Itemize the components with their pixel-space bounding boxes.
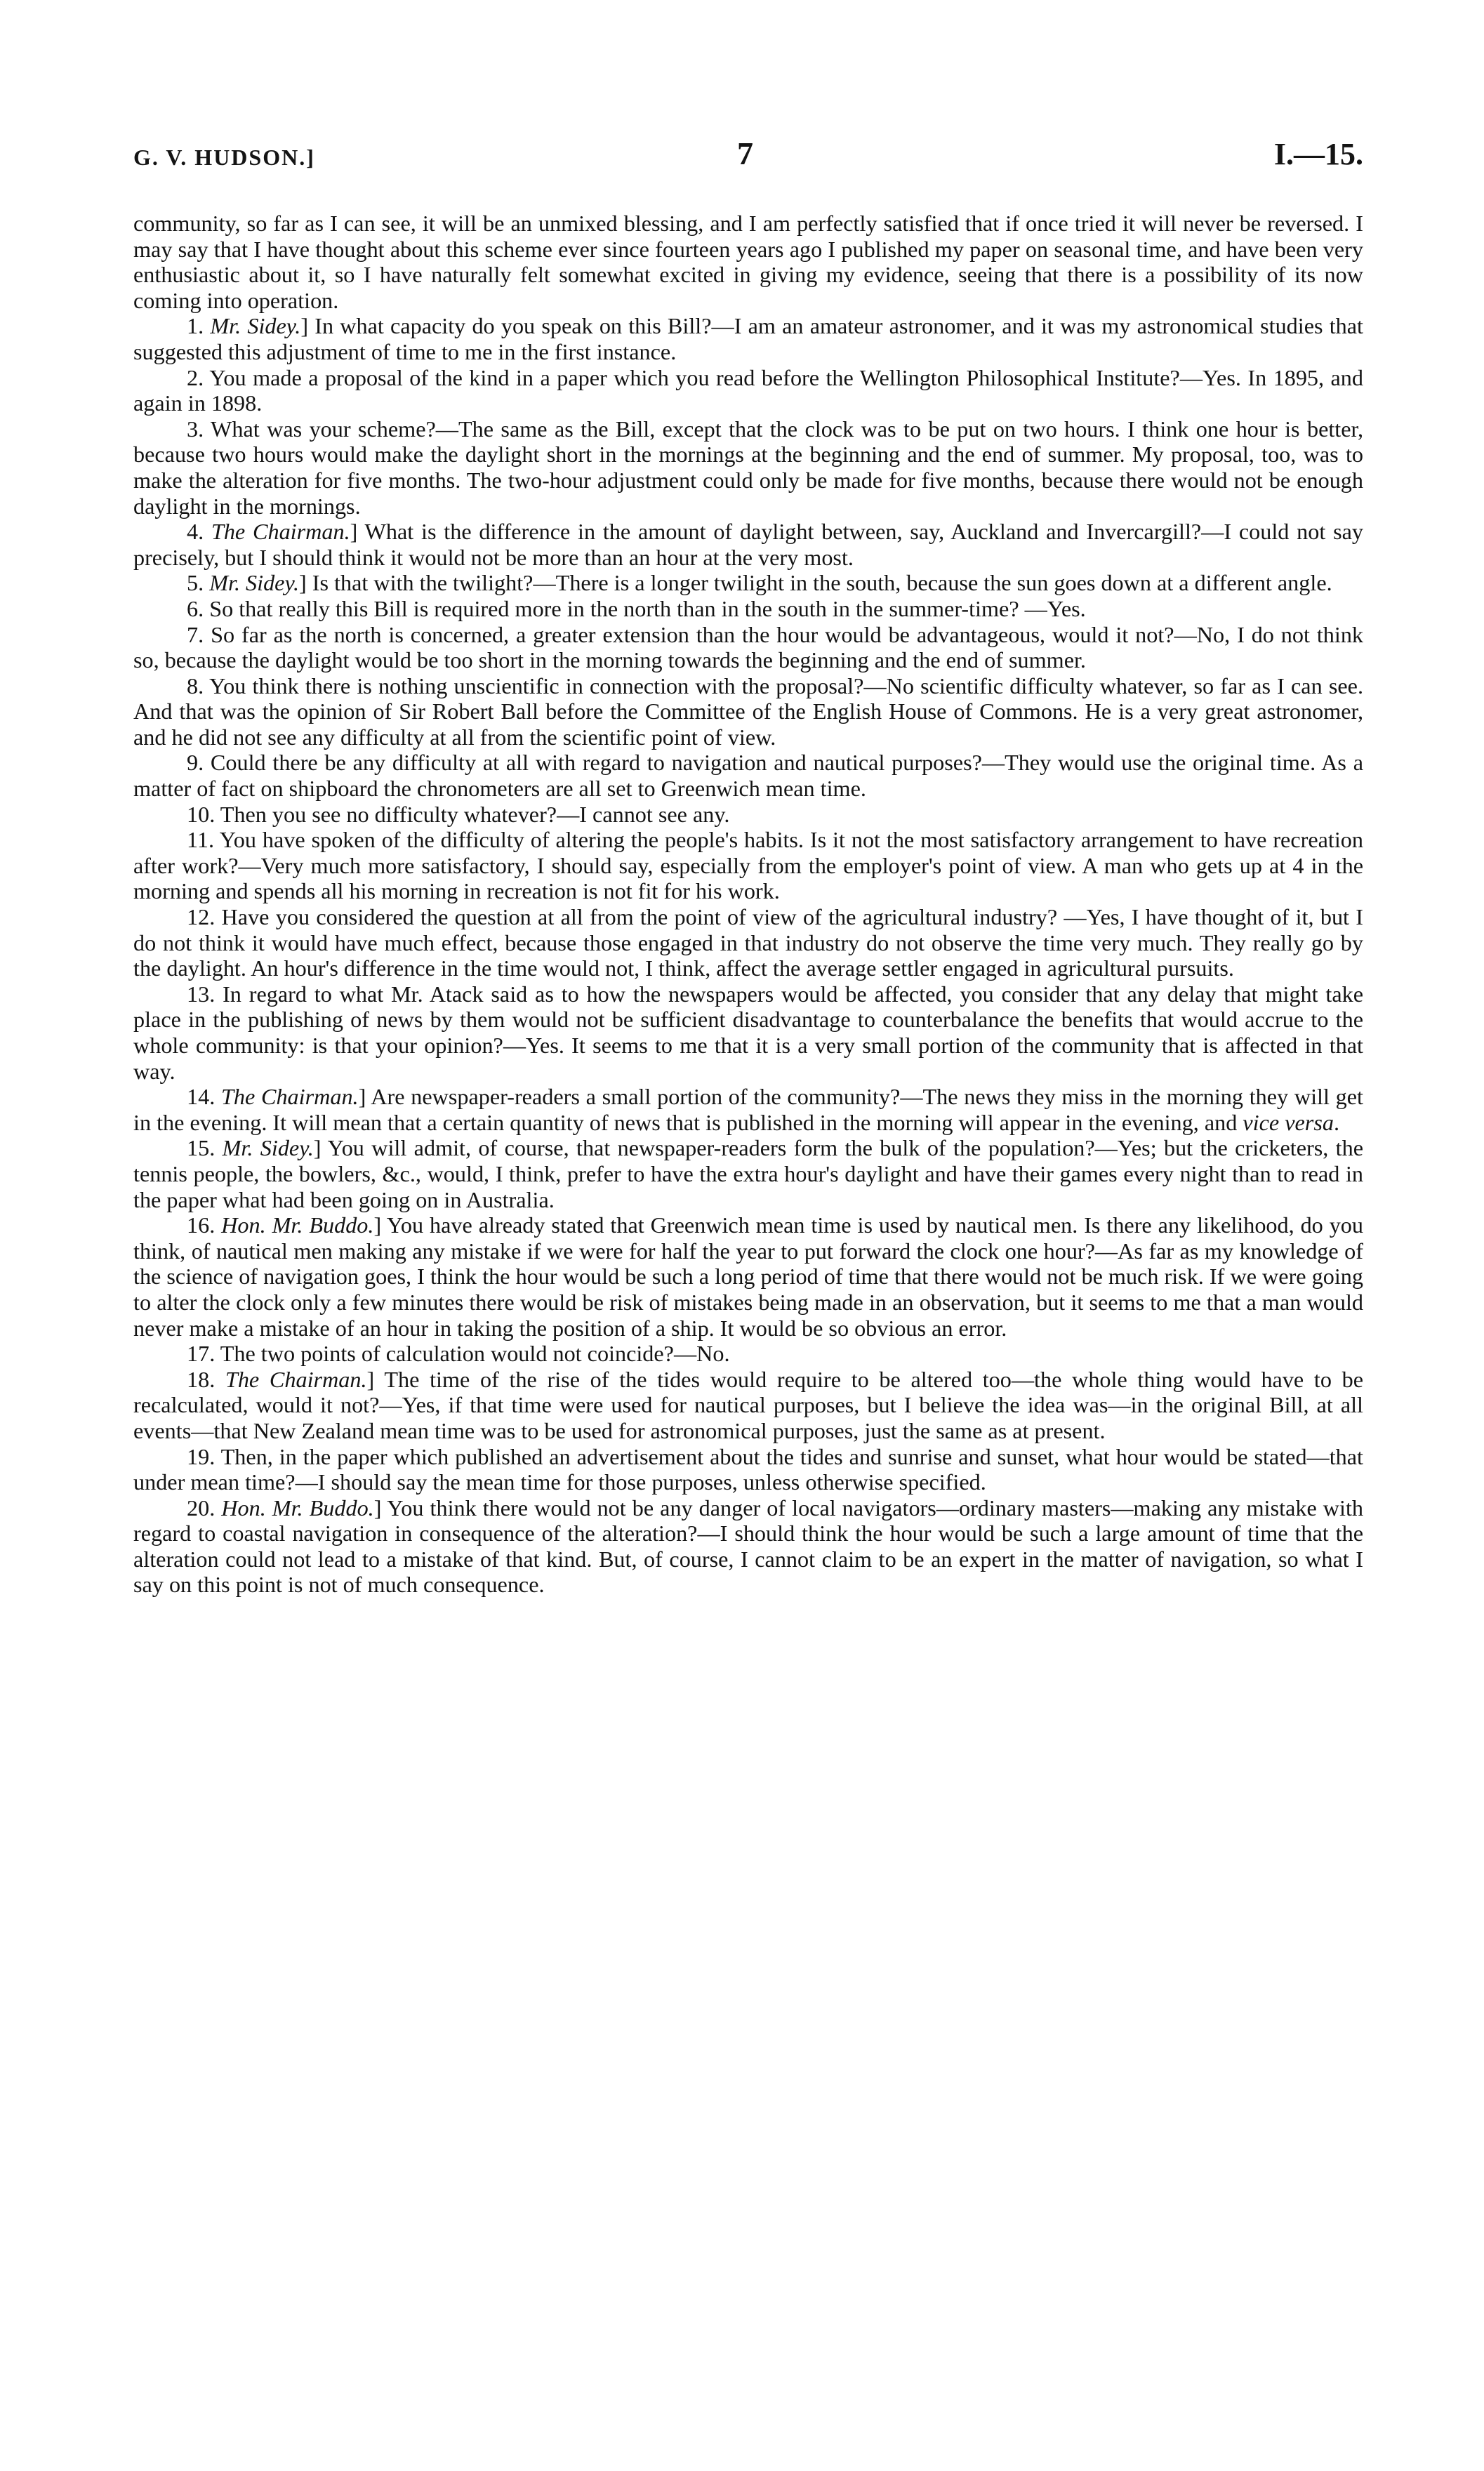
- speaker-bracket: ]: [373, 1495, 382, 1521]
- question-number: 19.: [187, 1443, 216, 1469]
- question-paragraph: [133, 1367, 1363, 1444]
- evidence-body: [133, 211, 1363, 1598]
- speaker-bracket: ]: [358, 1084, 366, 1110]
- question-paragraph: [133, 1135, 1363, 1212]
- question-answer-text: What is the difference in the amount of daylight between, say, Auckland and Invercargill?—I could not say precisely, but I should think it would not be more than an hour at the very most.: [133, 519, 1364, 570]
- question-answer-text: The time of the rise of the tides would require to be altered too—the whole thing would have to be recalculated, would it not?—Yes, if that time were used for nautical purposes, but I believe the idea was—in the original Bill, at all events—that New Zealand mean time was to be used for astronomical purposes, just the same as at present.: [133, 1366, 1364, 1443]
- speaker-bracket: ]: [366, 1366, 375, 1392]
- speaker-name: The Chairman.: [225, 1366, 367, 1392]
- question-paragraph: [133, 1444, 1363, 1495]
- question-paragraph: [133, 365, 1363, 416]
- question-number: 9.: [187, 750, 204, 776]
- page-header: [133, 135, 1363, 180]
- question-number: 7.: [187, 621, 204, 647]
- question-answer-text: Are newspaper-readers a small portion of the community?—The news they miss in the morning they will get in the evening. It will mean that a certain quantity of news that is published in the morning will appear in the evening, and: [133, 1084, 1363, 1135]
- question-paragraph: [133, 1495, 1363, 1598]
- document-reference: I.—15.: [1273, 137, 1363, 171]
- question-answer-text: You think there is nothing unscientific in connection with the proposal?—No scientific difficulty whatever, so far as I can see. And that was the opinion of Sir Robert Ball before the Committee of the English House of Commons. He is a very great astronomer, and he did not see any difficulty at all from the scientific point of view.: [133, 673, 1364, 750]
- speaker-bracket: ]: [299, 570, 307, 596]
- question-answer-text: Could there be any difficulty at all with regard to navigation and nautical purposes?—They would use the original time. As a matter of fact on shipboard the chronometers are all set to Greenwich mean time.: [133, 750, 1363, 802]
- speaker-name: Hon. Mr. Buddo.: [221, 1495, 374, 1521]
- question-paragraph: [133, 827, 1363, 904]
- question-number: 18.: [187, 1366, 216, 1392]
- question-number: 14.: [187, 1084, 216, 1110]
- speaker-name: The Chairman.: [211, 519, 350, 545]
- question-number: 13.: [187, 981, 216, 1007]
- question-paragraph: [133, 802, 1363, 828]
- question-paragraph: [133, 1084, 1363, 1135]
- speaker-name: The Chairman.: [220, 1084, 359, 1110]
- witness-name-header: G. V. HUDSON.]: [133, 145, 315, 170]
- question-answer-text: In what capacity do you speak on this Bill?—I am an amateur astronomer, and it was my astronomical studies that suggested this adjustment of time to me in the first instance.: [133, 313, 1363, 364]
- question-number: 6.: [187, 595, 204, 621]
- question-number: 3.: [187, 416, 204, 442]
- question-number: 17.: [187, 1341, 216, 1367]
- question-answer-text: You think there would not be any danger of local navigators—ordinary masters—making any mistake with regard to coastal navigation in consequence of the alteration?—I should think the hour would be such a large amount of time that the alteration could not lead to a mistake of that kind. But, of course, I cannot claim to be an expert in the matter of navigation, so what I say on this point is not of much consequence.: [133, 1495, 1364, 1598]
- sentence-end: .: [1333, 1109, 1339, 1135]
- question-answer-text: Is that with the twilight?—There is a longer twilight in the south, because the sun goes down at a different angle.: [306, 570, 1332, 596]
- question-answer-list: [133, 313, 1363, 1598]
- page-number: 7: [737, 135, 753, 171]
- question-answer-text: Then you see no difficulty whatever?—I cannot see any.: [220, 801, 730, 827]
- question-number: 5.: [187, 570, 204, 596]
- speaker-bracket: ]: [300, 313, 309, 339]
- question-answer-text: Then, in the paper which published an advertisement about the tides and sunrise and sunset, what hour would be stated—that under mean time?—I should say the mean time for those purposes, unless otherwise specified.: [133, 1443, 1363, 1495]
- question-answer-text: So that really this Bill is required more in the north than in the south in the summer-time? —Yes.: [209, 595, 1086, 621]
- question-number: 11.: [187, 827, 215, 853]
- question-number: 4.: [187, 519, 204, 545]
- question-paragraph: [133, 904, 1363, 981]
- question-answer-text: You have already stated that Greenwich mean time is used by nautical men. Is there any likelihood, do you think, of nautical men making any mistake if we were for half the year to put forward the clock one hour?—As far as my knowledge of the science of navigation goes, I think the hour would be such a long period of time that there would not be much risk. If we were going to alter the clock only a few minutes there would be risk of mistakes being made in an observation, but it seems to me that a man would never make a mistake of an hour in taking the position of a ship. It would be so obvious an error.: [133, 1212, 1363, 1341]
- question-paragraph: [133, 570, 1363, 596]
- question-answer-text: So far as the north is concerned, a greater extension than the hour would be advantageous, would it not?—No, I do not think so, because the daylight would be too short in the morning towards the beginning and the end of summer.: [133, 621, 1364, 673]
- question-paragraph: [133, 313, 1363, 364]
- question-number: 2.: [187, 364, 204, 390]
- question-paragraph: [133, 981, 1363, 1084]
- question-number: 16.: [187, 1212, 216, 1238]
- question-answer-text: You will admit, of course, that newspaper-readers form the bulk of the population?—Yes; but the cricketers, the tennis people, the bowlers, &c., would, I think, prefer to have the extra hour's daylight and have their games every night than to read in the paper what had been going on in Australia.: [133, 1135, 1364, 1212]
- question-paragraph: [133, 1212, 1363, 1341]
- question-paragraph: [133, 596, 1363, 622]
- italic-phrase: vice versa: [1243, 1109, 1334, 1135]
- question-answer-text: What was your scheme?—The same as the Bill, except that the clock was to be put on two hours. I think one hour is better, because two hours would make the daylight short in the mornings at the beginning and the end of summer. My proposal, too, was to make the alteration for five months. The two-hour adjustment could only be made for five months, because there would not be enough daylight in the mornings.: [133, 416, 1364, 519]
- speaker-name: Hon. Mr. Buddo.: [221, 1212, 374, 1238]
- question-paragraph: [133, 750, 1363, 801]
- speaker-bracket: ]: [313, 1135, 322, 1161]
- question-answer-text: Have you considered the question at all from the point of view of the agricultural industry? —Yes, I have thought of it, but I do not think it would have much effect, because those engaged in that industry do not observe the time very much. They really go by the daylight. An hour's difference in the time would not, I think, affect the average settler engaged in agricultural pursuits.: [133, 904, 1364, 981]
- question-answer-text: The two points of calculation would not coincide?—No.: [220, 1341, 730, 1367]
- question-answer-text: In regard to what Mr. Atack said as to how the newspapers would be affected, you consider that any delay that might take place in the publishing of news by them would not be sufficient disadvantage to counterbalance the benefits that would accrue to the whole community: is that your opinion?—Yes. It seems to me that it is a very small portion of the community that is affected in that way.: [133, 981, 1364, 1084]
- question-answer-text: You have spoken of the difficulty of altering the people's habits. Is it not the most satisfactory arrangement to have recreation after work?—Very much more satisfactory, I should say, especially from the employer's point of view. A man who gets up at 4 in the morning and spends all his morning in recreation is not fit for his work.: [133, 827, 1363, 904]
- question-number: 15.: [187, 1135, 216, 1161]
- question-paragraph: [133, 673, 1363, 750]
- speaker-bracket: ]: [350, 519, 358, 545]
- question-paragraph: [133, 1341, 1363, 1367]
- question-number: 20.: [187, 1495, 216, 1521]
- speaker-bracket: ]: [373, 1212, 382, 1238]
- question-number: 10.: [187, 801, 216, 827]
- speaker-name: Mr. Sidey.: [210, 313, 301, 339]
- question-paragraph: [133, 519, 1363, 570]
- question-number: 1.: [187, 313, 204, 339]
- speaker-name: Mr. Sidey.: [209, 570, 300, 596]
- question-number: 12.: [187, 904, 216, 930]
- intro-paragraph: community, so far as I can see, it will be an unmixed blessing, and I am perfectly satisfied that if once tried it will never be reversed. I may say that I have thought about this scheme ever since fourteen years ago I published my paper on seasonal time, and have been very enthusiastic about it, so I have naturally felt somewhat excited in giving my evidence, seeing that there is a possibility of its now coming into operation.: [133, 211, 1363, 313]
- speaker-name: Mr. Sidey.: [222, 1135, 314, 1161]
- question-paragraph: [133, 622, 1363, 673]
- question-paragraph: [133, 416, 1363, 519]
- question-number: 8.: [187, 673, 204, 698]
- question-answer-text: You made a proposal of the kind in a paper which you read before the Wellington Philosophical Institute?—Yes. In 1895, and again in 1898.: [133, 364, 1363, 416]
